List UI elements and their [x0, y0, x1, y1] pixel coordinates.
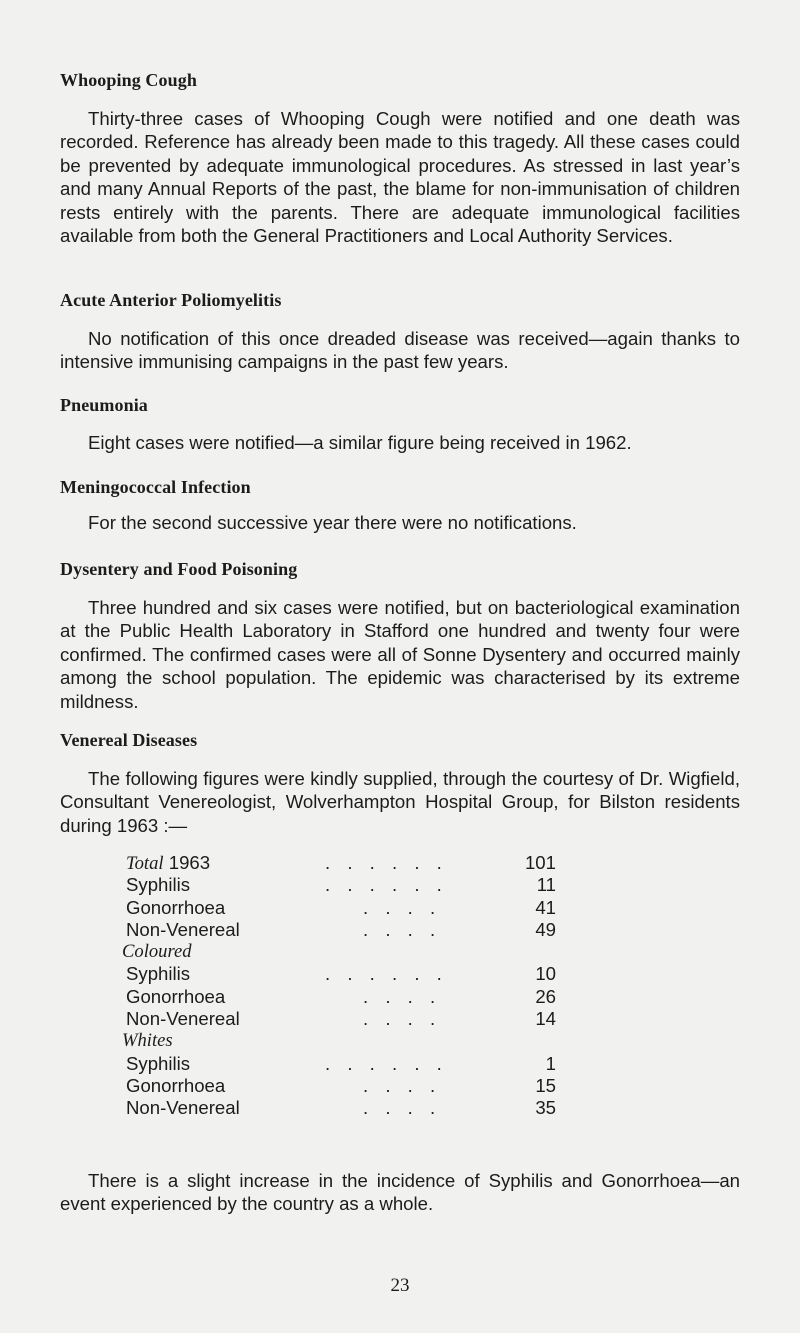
- table-row: [126, 1008, 556, 1030]
- row-label: Gonorrhoea: [126, 985, 226, 1007]
- heading-poliomyelitis: Acute Anterior Poliomyelitis: [60, 290, 282, 310]
- heading-meningococcal: Meningococcal Infection: [60, 477, 251, 497]
- row-label: Syphilis: [126, 963, 191, 985]
- leader-dots: . . . . . .: [325, 1052, 448, 1074]
- leader-dots: . . . . . .: [325, 874, 448, 896]
- paragraph-poliomyelitis: No notification of this once dreaded disease was received—again thanks to intensive immunising campaigns in the past few years.: [60, 328, 740, 373]
- table-row: [126, 986, 556, 1008]
- paragraph-whooping-cough: Thirty-three cases of Whooping Cough were notified and one death was recorded. Reference has already been made to this tragedy. All these cases could be prevented by adequate immunological procedures. As stressed in last year’s and many Annual Reports of the past, the blame for non-immunisation of children rests entirely with the parents. There are adequate immunological facilities available from both the General Practitioners and Local Authority Services.: [60, 108, 740, 247]
- total-label: Total: [126, 853, 164, 874]
- heading-venereal: Venereal Diseases: [60, 730, 198, 750]
- paragraph-venereal-intro: The following figures were kindly supplied, through the courtesy of Dr. Wigfield, Consultant Venereologist, Wolverhampton Hospital Group, for Bilston residents during 1963 :—: [60, 768, 740, 836]
- group-label: Whites: [122, 1030, 173, 1052]
- leader-dots: . . . .: [363, 1097, 442, 1119]
- heading-whooping-cough: Whooping Cough: [60, 70, 197, 90]
- table-row: [126, 897, 556, 919]
- row-value: 1: [545, 1052, 556, 1074]
- table-row: [126, 963, 556, 985]
- row-value: 41: [535, 896, 556, 918]
- vd-statistics-table: [122, 852, 556, 1120]
- row-label: Syphilis: [126, 1052, 191, 1074]
- leader-dots: . . . .: [363, 985, 442, 1007]
- row-value: 49: [535, 918, 556, 940]
- paragraph-pneumonia: Eight cases were notified—a similar figure being received in 1962.: [88, 432, 632, 453]
- leader-dots: . . . .: [363, 896, 442, 918]
- row-label: Non-Venereal: [126, 1097, 240, 1119]
- row-value: 10: [535, 963, 556, 985]
- row-value: 14: [535, 1008, 556, 1030]
- heading-pneumonia: Pneumonia: [60, 395, 148, 415]
- row-value: 26: [535, 985, 556, 1007]
- row-label: Non-Venereal: [126, 918, 240, 940]
- row-value: 35: [535, 1097, 556, 1119]
- leader-dots: . . . . . .: [325, 963, 448, 985]
- group-heading-coloured: [122, 941, 556, 963]
- group-label: Coloured: [122, 941, 192, 963]
- total-year: 1963: [168, 852, 211, 873]
- row-value: 11: [536, 874, 556, 896]
- total-value: 101: [524, 852, 556, 873]
- table-row: [126, 1053, 556, 1075]
- table-row: [126, 1097, 556, 1119]
- row-label: Non-Venereal: [126, 1008, 240, 1030]
- table-row: [126, 874, 556, 896]
- group-heading-whites: [122, 1030, 556, 1052]
- table-row: [126, 1075, 556, 1097]
- row-value: 15: [535, 1074, 556, 1096]
- row-label: Gonorrhoea: [126, 896, 226, 918]
- row-label: Gonorrhoea: [126, 1074, 226, 1096]
- leader-dots: . . . .: [363, 1008, 442, 1030]
- row-label: Syphilis: [126, 874, 191, 896]
- paragraph-dysentery: Three hundred and six cases were notified, but on bacteriological examination at the Public Health Laboratory in Stafford one hundred and twenty four were confirmed. The confirmed cases were all of Sonne Dysentery and occurred mainly among the school population. The epidemic was characterised by its extreme mildness.: [60, 597, 740, 712]
- leader-dots: . . . .: [363, 918, 442, 940]
- page-number: 23: [390, 1275, 410, 1296]
- paragraph-meningococcal: For the second successive year there were no notifications.: [88, 512, 577, 533]
- table-row: [126, 919, 556, 941]
- heading-dysentery: Dysentery and Food Poisoning: [60, 559, 298, 579]
- paragraph-venereal-conclusion: There is a slight increase in the incidence of Syphilis and Gonorrhoea—an event experienced by the country as a whole.: [60, 1170, 740, 1215]
- leader-dots: . . . .: [363, 1074, 442, 1096]
- table-row-total: [126, 852, 556, 874]
- leader-dots: . . . . . .: [325, 852, 448, 873]
